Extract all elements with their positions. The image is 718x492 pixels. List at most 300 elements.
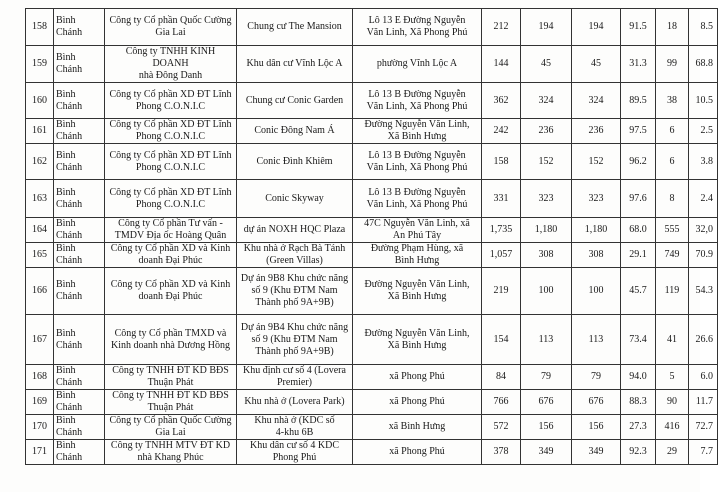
row-number-text: 168 bbox=[32, 371, 47, 382]
remaining-units-cell bbox=[656, 46, 689, 83]
address-cell bbox=[353, 315, 482, 365]
address-text: Lô 13 B Đường Nguyễn Văn Linh, Xã Phong Phú bbox=[366, 149, 468, 173]
address-text: xã Phong Phú bbox=[389, 396, 445, 407]
units-b-cell bbox=[572, 440, 621, 465]
units-b-text: 324 bbox=[588, 94, 604, 106]
project-text: Dự án 9B4 Khu chức năng số 9 (Khu ĐTM Nam Thành phố 9A+9B) bbox=[240, 321, 349, 357]
district-cell bbox=[54, 243, 105, 268]
address-text: Lô 13 B Đường Nguyễn Văn Linh, Xã Phong Phú bbox=[366, 88, 468, 112]
total-units-cell bbox=[482, 268, 521, 315]
district-cell bbox=[54, 144, 105, 180]
project-cell bbox=[237, 268, 353, 315]
address-cell bbox=[353, 415, 482, 440]
total-units-text: 242 bbox=[493, 125, 509, 136]
row-number-text: 171 bbox=[32, 446, 47, 457]
units-b-cell bbox=[572, 46, 621, 83]
remaining-percent-text: 32,0 bbox=[695, 224, 713, 235]
percent-text: 45.7 bbox=[629, 285, 647, 296]
units-b-cell bbox=[572, 315, 621, 365]
total-units-text: 1,735 bbox=[489, 224, 513, 235]
remaining-percent-cell bbox=[689, 268, 718, 315]
investor-text: Công ty Cổ phần XD ĐT Lĩnh Phong C.O.N.I.C bbox=[109, 119, 232, 142]
units-a-text: 113 bbox=[538, 333, 554, 345]
district-text: Bình Chánh bbox=[56, 88, 83, 112]
district-cell bbox=[54, 46, 105, 83]
remaining-percent-text: 8.5 bbox=[700, 21, 713, 32]
remaining-percent-text: 2.4 bbox=[700, 192, 713, 204]
total-units-text: 212 bbox=[493, 21, 509, 32]
row-number-cell bbox=[26, 218, 54, 243]
remaining-units-text: 416 bbox=[664, 421, 680, 432]
units-a-cell bbox=[521, 9, 572, 46]
total-units-cell bbox=[482, 46, 521, 83]
units-b-text: 45 bbox=[591, 58, 601, 69]
units-a-text: 152 bbox=[538, 155, 554, 167]
district-text: Bình Chánh bbox=[56, 365, 83, 388]
district-cell bbox=[54, 315, 105, 365]
total-units-cell bbox=[482, 180, 521, 218]
units-b-cell bbox=[572, 365, 621, 390]
project-cell bbox=[237, 83, 353, 119]
remaining-units-text: 38 bbox=[667, 94, 677, 106]
percent-text: 92.3 bbox=[629, 446, 647, 457]
address-text: xã Phong Phú bbox=[389, 371, 445, 382]
address-cell bbox=[353, 218, 482, 243]
project-text: Conic Đình Khiêm bbox=[256, 155, 333, 167]
row-number-text: 158 bbox=[32, 21, 47, 32]
address-cell bbox=[353, 46, 482, 83]
remaining-units-cell bbox=[656, 180, 689, 218]
investor-text: Công ty Cổ phần Quốc Cường Gia Lai bbox=[109, 15, 232, 38]
project-text: Dự án 9B8 Khu chức năng số 9 (Khu ĐTM Nam Thành phố 9A+9B) bbox=[240, 273, 349, 308]
row-number-text: 164 bbox=[32, 224, 47, 235]
district-cell bbox=[54, 390, 105, 415]
remaining-percent-text: 11.7 bbox=[695, 396, 713, 407]
units-b-text: 1,180 bbox=[584, 224, 608, 235]
remaining-percent-cell bbox=[689, 218, 718, 243]
district-cell bbox=[54, 440, 105, 465]
row-number-cell bbox=[26, 365, 54, 390]
table-row bbox=[26, 365, 718, 390]
units-a-cell bbox=[521, 440, 572, 465]
remaining-percent-cell bbox=[689, 365, 718, 390]
units-b-text: 100 bbox=[588, 285, 604, 296]
percent-text: 29.1 bbox=[629, 249, 647, 260]
units-a-cell bbox=[521, 365, 572, 390]
investor-cell bbox=[105, 46, 237, 83]
total-units-text: 766 bbox=[493, 396, 509, 407]
units-b-cell bbox=[572, 119, 621, 144]
remaining-units-text: 29 bbox=[667, 446, 677, 457]
units-b-cell bbox=[572, 218, 621, 243]
row-number-cell bbox=[26, 415, 54, 440]
remaining-units-text: 6 bbox=[669, 155, 675, 167]
investor-text: Công ty TNHH MTV ĐT KD nhà Khang Phúc bbox=[110, 440, 231, 463]
table-row bbox=[26, 440, 718, 465]
investor-text: Công ty Cổ phần XD ĐT Lĩnh Phong C.O.N.I.C bbox=[109, 88, 232, 112]
project-cell bbox=[237, 119, 353, 144]
project-text: Khu dân cư số 4 KDC Phong Phú bbox=[249, 440, 340, 463]
investor-cell bbox=[105, 243, 237, 268]
units-a-cell bbox=[521, 180, 572, 218]
district-text: Bình Chánh bbox=[56, 186, 83, 210]
total-units-cell bbox=[482, 144, 521, 180]
address-text: Đường Nguyễn Văn Linh, Xã Bình Hưng bbox=[364, 279, 470, 302]
district-cell bbox=[54, 365, 105, 390]
investor-text: Công ty Cổ phần Tư vấn - TMDV Địa ốc Hoàng Quân bbox=[114, 218, 227, 241]
address-text: Đường Nguyễn Văn Linh, Xã Bình Hưng bbox=[364, 327, 470, 351]
investor-cell bbox=[105, 365, 237, 390]
remaining-percent-text: 7.7 bbox=[700, 446, 713, 457]
remaining-units-cell bbox=[656, 268, 689, 315]
remaining-percent-cell bbox=[689, 440, 718, 465]
percent-cell bbox=[621, 390, 656, 415]
total-units-cell bbox=[482, 365, 521, 390]
investor-cell bbox=[105, 9, 237, 46]
remaining-units-cell bbox=[656, 440, 689, 465]
project-cell bbox=[237, 180, 353, 218]
row-number-text: 162 bbox=[32, 155, 47, 167]
row-number-cell bbox=[26, 268, 54, 315]
total-units-cell bbox=[482, 119, 521, 144]
percent-cell bbox=[621, 83, 656, 119]
units-b-text: 323 bbox=[588, 192, 604, 204]
row-number-text: 163 bbox=[32, 192, 47, 204]
remaining-percent-cell bbox=[689, 243, 718, 268]
row-number-text: 160 bbox=[32, 94, 47, 106]
investor-cell bbox=[105, 440, 237, 465]
total-units-cell bbox=[482, 9, 521, 46]
row-number-cell bbox=[26, 144, 54, 180]
percent-cell bbox=[621, 119, 656, 144]
total-units-text: 158 bbox=[493, 155, 509, 167]
investor-text: Công ty TNHH ĐT KD BĐS Thuận Phát bbox=[112, 390, 229, 413]
remaining-percent-cell bbox=[689, 390, 718, 415]
units-b-text: 156 bbox=[588, 421, 604, 432]
total-units-text: 144 bbox=[493, 58, 509, 69]
investor-text: Công ty Cổ phần TMXD và Kinh doanh nhà Dương Hồng bbox=[110, 327, 231, 351]
total-units-cell bbox=[482, 83, 521, 119]
percent-text: 89.5 bbox=[629, 94, 647, 106]
total-units-text: 84 bbox=[496, 371, 506, 382]
units-a-text: 100 bbox=[538, 285, 554, 296]
percent-cell bbox=[621, 243, 656, 268]
percent-text: 96.2 bbox=[629, 155, 647, 167]
address-text: Lô 13 E Đường Nguyễn Văn Linh, Xã Phong Phú bbox=[366, 15, 468, 38]
project-text: Chung cư The Mansion bbox=[247, 21, 342, 32]
total-units-text: 378 bbox=[493, 446, 509, 457]
percent-text: 27.3 bbox=[629, 421, 647, 432]
units-b-text: 152 bbox=[588, 155, 604, 167]
project-cell bbox=[237, 315, 353, 365]
table-row bbox=[26, 144, 718, 180]
investor-text: Công ty Cổ phần XD ĐT Lĩnh Phong C.O.N.I.C bbox=[109, 149, 232, 173]
housing-project-table bbox=[25, 8, 718, 465]
remaining-percent-cell bbox=[689, 415, 718, 440]
project-cell bbox=[237, 144, 353, 180]
percent-cell bbox=[621, 440, 656, 465]
address-cell bbox=[353, 243, 482, 268]
row-number-cell bbox=[26, 440, 54, 465]
percent-cell bbox=[621, 144, 656, 180]
row-number-cell bbox=[26, 315, 54, 365]
units-b-cell bbox=[572, 9, 621, 46]
remaining-percent-text: 10.5 bbox=[695, 94, 713, 106]
project-cell bbox=[237, 218, 353, 243]
percent-cell bbox=[621, 315, 656, 365]
investor-text: Công ty Cổ phần XD và Kinh doanh Đại Phúc bbox=[110, 279, 231, 302]
remaining-percent-text: 26.6 bbox=[695, 333, 713, 345]
address-text: Đường Phạm Hùng, xã Bình Hưng bbox=[370, 243, 464, 266]
table-row bbox=[26, 390, 718, 415]
row-number-cell bbox=[26, 46, 54, 83]
table-row bbox=[26, 218, 718, 243]
address-cell bbox=[353, 83, 482, 119]
units-b-cell bbox=[572, 83, 621, 119]
table-row bbox=[26, 243, 718, 268]
table-row bbox=[26, 180, 718, 218]
percent-cell bbox=[621, 180, 656, 218]
units-a-text: 1,180 bbox=[534, 224, 558, 235]
units-a-text: 323 bbox=[538, 192, 554, 204]
remaining-percent-text: 70.9 bbox=[695, 249, 713, 260]
units-a-text: 194 bbox=[538, 21, 554, 32]
units-b-text: 79 bbox=[591, 371, 601, 382]
remaining-units-cell bbox=[656, 144, 689, 180]
units-b-cell bbox=[572, 268, 621, 315]
address-text: 47C Nguyễn Văn Linh, xã An Phú Tây bbox=[364, 218, 470, 241]
units-b-text: 194 bbox=[588, 21, 604, 32]
investor-cell bbox=[105, 119, 237, 144]
project-text: Conic Đông Nam Á bbox=[254, 125, 335, 136]
percent-cell bbox=[621, 415, 656, 440]
address-cell bbox=[353, 365, 482, 390]
row-number-cell bbox=[26, 390, 54, 415]
district-text: Bình Chánh bbox=[56, 327, 83, 351]
district-cell bbox=[54, 119, 105, 144]
remaining-units-cell bbox=[656, 415, 689, 440]
investor-text: Công ty Cổ phần XD ĐT Lĩnh Phong C.O.N.I.C bbox=[109, 186, 232, 210]
row-number-text: 167 bbox=[32, 333, 47, 345]
row-number-text: 165 bbox=[32, 249, 47, 260]
investor-cell bbox=[105, 390, 237, 415]
district-cell bbox=[54, 218, 105, 243]
project-text: Khu dân cư Vĩnh Lộc A bbox=[246, 58, 343, 69]
units-a-text: 324 bbox=[538, 94, 554, 106]
district-text: Bình Chánh bbox=[56, 119, 83, 142]
remaining-units-text: 8 bbox=[669, 192, 675, 204]
remaining-units-text: 555 bbox=[664, 224, 680, 235]
remaining-percent-text: 6.0 bbox=[700, 371, 713, 382]
remaining-percent-text: 68.8 bbox=[695, 58, 713, 69]
address-cell bbox=[353, 144, 482, 180]
district-cell bbox=[54, 268, 105, 315]
remaining-units-cell bbox=[656, 315, 689, 365]
address-text: Đường Nguyễn Văn Linh, Xã Bình Hưng bbox=[364, 119, 470, 142]
remaining-units-cell bbox=[656, 365, 689, 390]
units-b-text: 308 bbox=[588, 249, 604, 260]
percent-text: 88.3 bbox=[629, 396, 647, 407]
district-text: Bình Chánh bbox=[56, 243, 83, 266]
remaining-percent-cell bbox=[689, 180, 718, 218]
percent-cell bbox=[621, 9, 656, 46]
remaining-units-text: 749 bbox=[664, 249, 680, 260]
percent-text: 97.6 bbox=[629, 192, 647, 204]
table-row bbox=[26, 415, 718, 440]
investor-cell bbox=[105, 315, 237, 365]
project-text: Khu định cư số 4 (Lovera Premier) bbox=[243, 365, 346, 388]
units-a-cell bbox=[521, 144, 572, 180]
investor-text: Công ty TNHH KINH DOANH nhà Đông Danh bbox=[125, 46, 216, 81]
units-a-cell bbox=[521, 83, 572, 119]
investor-cell bbox=[105, 180, 237, 218]
remaining-percent-text: 72.7 bbox=[695, 421, 713, 432]
district-cell bbox=[54, 83, 105, 119]
remaining-units-text: 99 bbox=[667, 58, 677, 69]
address-cell bbox=[353, 9, 482, 46]
district-cell bbox=[54, 415, 105, 440]
percent-text: 97.5 bbox=[629, 125, 647, 136]
total-units-cell bbox=[482, 390, 521, 415]
investor-cell bbox=[105, 218, 237, 243]
address-text: xã Phong Phú bbox=[389, 446, 445, 457]
row-number-cell bbox=[26, 180, 54, 218]
units-a-text: 349 bbox=[538, 446, 554, 457]
units-b-text: 236 bbox=[588, 125, 604, 136]
remaining-percent-cell bbox=[689, 83, 718, 119]
remaining-percent-cell bbox=[689, 315, 718, 365]
units-a-cell bbox=[521, 46, 572, 83]
total-units-text: 572 bbox=[493, 421, 509, 432]
district-cell bbox=[54, 9, 105, 46]
units-b-text: 676 bbox=[588, 396, 604, 407]
project-cell bbox=[237, 243, 353, 268]
units-b-cell bbox=[572, 415, 621, 440]
project-cell bbox=[237, 440, 353, 465]
project-text: Khu nhà ở Rạch Bà Tánh (Green Villas) bbox=[243, 243, 346, 266]
total-units-text: 219 bbox=[493, 285, 509, 296]
table-row bbox=[26, 46, 718, 83]
address-text: phường Vĩnh Lộc A bbox=[376, 58, 458, 69]
district-cell bbox=[54, 180, 105, 218]
percent-text: 73.4 bbox=[629, 333, 647, 345]
percent-text: 31.3 bbox=[629, 58, 647, 69]
project-cell bbox=[237, 9, 353, 46]
units-a-cell bbox=[521, 243, 572, 268]
remaining-units-cell bbox=[656, 243, 689, 268]
district-text: Bình Chánh bbox=[56, 52, 83, 75]
investor-text: Công ty TNHH ĐT KD BĐS Thuận Phát bbox=[112, 365, 229, 388]
remaining-percent-text: 54.3 bbox=[695, 285, 713, 296]
remaining-units-text: 5 bbox=[669, 371, 675, 382]
remaining-units-text: 18 bbox=[667, 21, 677, 32]
units-a-cell bbox=[521, 390, 572, 415]
total-units-cell bbox=[482, 440, 521, 465]
district-text: Bình Chánh bbox=[56, 440, 83, 463]
total-units-cell bbox=[482, 315, 521, 365]
row-number-cell bbox=[26, 9, 54, 46]
total-units-text: 362 bbox=[493, 94, 509, 106]
table-row bbox=[26, 268, 718, 315]
row-number-text: 170 bbox=[32, 421, 47, 432]
address-cell bbox=[353, 440, 482, 465]
units-a-text: 156 bbox=[538, 421, 554, 432]
project-text: Chung cư Conic Garden bbox=[245, 94, 344, 106]
units-b-text: 113 bbox=[588, 333, 604, 345]
table-row bbox=[26, 83, 718, 119]
remaining-units-cell bbox=[656, 83, 689, 119]
investor-cell bbox=[105, 415, 237, 440]
remaining-percent-text: 2.5 bbox=[700, 125, 713, 136]
remaining-units-text: 90 bbox=[667, 396, 677, 407]
percent-text: 68.0 bbox=[629, 224, 647, 235]
units-a-cell bbox=[521, 415, 572, 440]
project-cell bbox=[237, 46, 353, 83]
units-b-cell bbox=[572, 243, 621, 268]
remaining-percent-text: 3.8 bbox=[700, 155, 713, 167]
row-number-text: 169 bbox=[32, 396, 47, 407]
remaining-units-cell bbox=[656, 9, 689, 46]
district-text: Bình Chánh bbox=[56, 15, 83, 38]
row-number-cell bbox=[26, 83, 54, 119]
district-text: Bình Chánh bbox=[56, 390, 83, 413]
units-b-text: 349 bbox=[588, 446, 604, 457]
project-text: Conic Skyway bbox=[265, 192, 324, 204]
district-text: Bình Chánh bbox=[56, 218, 83, 241]
remaining-units-cell bbox=[656, 218, 689, 243]
investor-text: Công ty Cổ phần Quốc Cường Gia Lai bbox=[109, 415, 232, 438]
percent-text: 94.0 bbox=[629, 371, 647, 382]
address-cell bbox=[353, 180, 482, 218]
percent-cell bbox=[621, 365, 656, 390]
percent-text: 91.5 bbox=[629, 21, 647, 32]
percent-cell bbox=[621, 218, 656, 243]
district-text: Bình Chánh bbox=[56, 149, 83, 173]
total-units-text: 1,057 bbox=[489, 249, 513, 260]
units-a-cell bbox=[521, 268, 572, 315]
remaining-units-text: 119 bbox=[664, 285, 680, 296]
total-units-cell bbox=[482, 415, 521, 440]
units-b-cell bbox=[572, 390, 621, 415]
units-a-text: 676 bbox=[538, 396, 554, 407]
district-text: Bình Chánh bbox=[56, 279, 83, 302]
remaining-percent-cell bbox=[689, 46, 718, 83]
percent-cell bbox=[621, 46, 656, 83]
table-row bbox=[26, 119, 718, 144]
address-cell bbox=[353, 268, 482, 315]
remaining-percent-cell bbox=[689, 119, 718, 144]
units-b-cell bbox=[572, 180, 621, 218]
remaining-percent-cell bbox=[689, 144, 718, 180]
investor-text: Công ty Cổ phần XD và Kinh doanh Đại Phúc bbox=[110, 243, 231, 266]
remaining-units-text: 41 bbox=[667, 333, 677, 345]
remaining-units-text: 6 bbox=[669, 125, 675, 136]
investor-cell bbox=[105, 83, 237, 119]
table-row bbox=[26, 315, 718, 365]
units-a-text: 79 bbox=[541, 371, 551, 382]
units-a-cell bbox=[521, 315, 572, 365]
total-units-text: 154 bbox=[493, 333, 509, 345]
remaining-units-cell bbox=[656, 119, 689, 144]
project-text: Khu nhà ở (KDC số 4-khu 6B bbox=[254, 415, 335, 438]
units-a-text: 236 bbox=[538, 125, 554, 136]
address-text: xã Bình Hưng bbox=[388, 421, 446, 432]
address-text: Lô 13 B Đường Nguyễn Văn Linh, Xã Phong Phú bbox=[366, 186, 468, 210]
address-cell bbox=[353, 119, 482, 144]
row-number-text: 166 bbox=[32, 285, 47, 296]
units-a-text: 45 bbox=[541, 58, 551, 69]
investor-cell bbox=[105, 144, 237, 180]
